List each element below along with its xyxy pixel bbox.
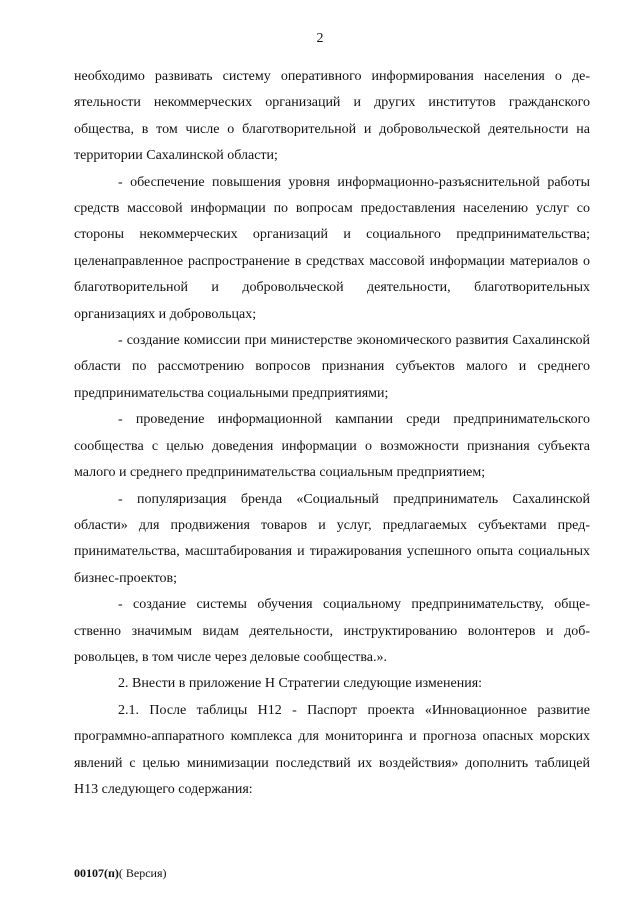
document-body: [74, 64, 590, 803]
paragraph-continuation: необходимо развивать систему оперативного информирования населения о деятельности некоммерческих организаций и других институтов гражданского общества, в том числе о благотворительной и добровольческой деятельности на территории Сахалинской области;: [74, 69, 590, 164]
paragraph-info-campaign: - проведение информационной кампании среди предпринимательского сообщества с целью доведения информации о возможности признания субъекта малого и среднего предпринимательства социальным предприятием;: [74, 412, 590, 481]
document-code: 00107(п): [74, 866, 119, 880]
paragraph-media-work: - обеспечение повышения уровня информационно-разъяснительной работы средств массовой информации по вопросам предоставления населению услуг со стороны некоммерческих организаций и социального предпринимательства; целенаправленное распространение в средствах массовой информации материалов о благотворительной и добровольческой деятельности, благотворительных организациях и добровольцах;: [74, 174, 590, 322]
paragraph-item-2-1: 2.1. После таблицы Н12 - Паспорт проекта «Инновационное развитие программно-аппаратного комплекса для мониторинга и прогноза опасных морских явлений с целью минимизации последствий их воздействия» дополнить таблицей Н13 следующего содержания:: [74, 702, 590, 797]
paragraph-commission: - создание комиссии при министерстве экономического развития Сахалинской области по рассмотрению вопросов признания субъектов малого и среднего предпринимательства социальными предприятиями;: [74, 333, 590, 401]
paragraph-brand-popularization: - популяризация бренда «Социальный предприниматель Сахалинской области» для продвижения товаров и услуг, предлагаемых субъектами предпринимательства, масштабирования и тиражирования успешного опыта социальных бизнес-проектов;: [74, 491, 590, 586]
page-number: 2: [316, 31, 324, 46]
paragraph-item-2: 2. Внести в приложение Н Стратегии следующие изменения:: [118, 676, 483, 692]
footer-version: [74, 866, 167, 881]
version-label: ( Версия): [118, 866, 167, 880]
paragraph-training-system: - создание системы обучения социальному предпринимательству, общественно значимым видам деятельности, инструктированию волонтеров и добровольцев, в том числе через деловые сообщества.».: [74, 597, 590, 665]
